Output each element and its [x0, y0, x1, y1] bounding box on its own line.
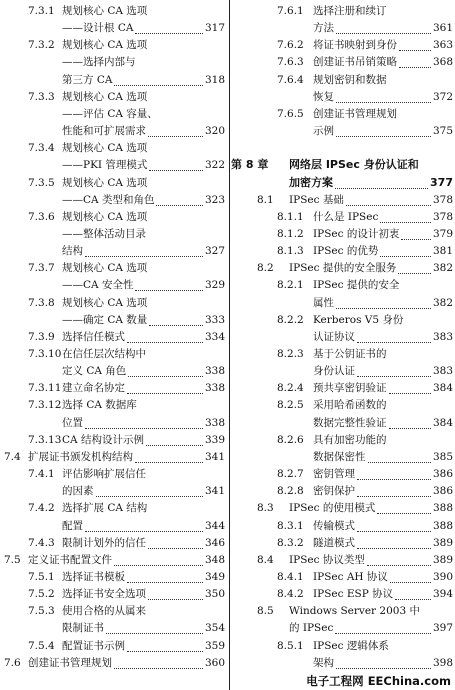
toc-entry-page: 388 — [432, 515, 453, 537]
toc-entry-title: IPSec ESP 协议 — [313, 588, 394, 601]
toc-entry-number: 7.6 — [4, 656, 21, 669]
toc-entry-title: 具有加密功能的 — [313, 433, 387, 446]
toc-entry-title: 传输模式 — [313, 519, 355, 532]
toc-entry-title: IPSec 的优势 — [313, 245, 379, 258]
toc-entry-title: 恢复 — [313, 90, 334, 103]
toc-leader-dots — [114, 69, 202, 86]
toc-entry-page: 318 — [204, 69, 225, 91]
toc-entry-title: 加密方案 — [289, 175, 333, 189]
toc-leader-dots — [336, 120, 431, 137]
toc-entry-page: 317 — [204, 17, 225, 39]
toc-entry-page: 386 — [432, 480, 453, 502]
toc-entry-title: 隧道模式 — [313, 536, 355, 549]
toc-entry-title: 建立命名协定 — [62, 382, 125, 395]
toc-entry-number: 8.2.2 — [277, 313, 304, 326]
toc-leader-dots — [135, 446, 203, 463]
toc-entry-number: 8.2.4 — [277, 382, 304, 395]
toc-leader-dots — [389, 377, 431, 394]
toc-leader-dots — [380, 206, 431, 223]
toc-leader-dots — [357, 326, 431, 343]
toc-leader-dots — [368, 446, 431, 463]
toc-leader-dots — [114, 549, 203, 566]
toc-entry-title: 定义证书配置文件 — [28, 553, 112, 566]
toc-leader-dots — [336, 292, 431, 309]
toc-leader-dots — [399, 51, 431, 68]
toc-entry-page: 327 — [204, 240, 225, 262]
toc-entry-number: 7.6.4 — [277, 73, 304, 86]
toc-leader-dots — [127, 377, 203, 394]
toc-entry-page: 363 — [432, 34, 453, 56]
toc-leader-dots — [128, 360, 203, 377]
toc-entry-number: 7.3.1 — [28, 5, 55, 17]
toc-leader-dots — [390, 566, 431, 583]
toc-leader-dots — [389, 412, 431, 429]
toc-entry-number: 8.2.1 — [277, 279, 304, 292]
toc-entry-number: 7.5.2 — [28, 588, 55, 601]
toc-entry-title: 基于公钥证书的 — [313, 348, 387, 360]
toc-entry-title: 规划密钥和数据 — [313, 73, 387, 86]
toc-entry-title: IPSec 的使用模式 — [289, 502, 376, 515]
toc-entry-page: 384 — [432, 412, 453, 434]
toc-entry-title: IPSec 基础 — [289, 193, 344, 206]
toc-entry-title: 属性 — [313, 296, 334, 309]
toc-entry-page: 398 — [432, 652, 453, 674]
toc-entry-number: 7.5 — [4, 553, 21, 566]
toc-entry-number: 7.6.1 — [277, 5, 304, 17]
toc-entry-number: 7.3.8 — [28, 296, 55, 309]
toc-entry-title: 的 IPSec — [289, 622, 334, 635]
toc-entry-title: 创建证书管理规划 — [28, 656, 112, 669]
toc-entry-number: 8.1.3 — [277, 245, 304, 258]
toc-entry-number: 7.3.4 — [28, 142, 55, 155]
toc-leader-dots — [346, 189, 431, 206]
toc-entry-page: 378 — [432, 206, 453, 228]
toc-entry-title: 什么是 IPSec — [313, 210, 379, 223]
toc-leader-dots — [85, 412, 203, 429]
toc-entry-page: 382 — [432, 292, 453, 314]
toc-leader-dots — [149, 154, 203, 171]
toc-entry-number: 7.3.7 — [28, 262, 55, 275]
toc-entry-title: IPSec AH 协议 — [313, 570, 388, 583]
toc-entry-title: 选择注册和续订 — [313, 5, 387, 17]
toc-entry-title: 将证书映射到身份 — [313, 39, 397, 52]
toc-entry-page: 368 — [432, 51, 453, 73]
toc-entry-number: 7.5.3 — [28, 605, 55, 618]
toc-entry-title: ——评估 CA 容量、 — [62, 107, 158, 120]
toc-entry-page: 379 — [432, 223, 453, 245]
toc-entry-title: ——整体活动目录 — [62, 227, 146, 240]
toc-leader-dots — [399, 34, 431, 51]
toc-entry-page: 383 — [432, 326, 453, 348]
toc-entry-number: 8.5 — [257, 605, 274, 618]
toc-entry-page: 381 — [432, 240, 453, 262]
toc-entry-page: 320 — [204, 120, 225, 142]
toc-entry-number: 第 8 章 — [231, 158, 269, 172]
toc-leader-dots — [357, 532, 431, 549]
toc-entry-title: 规划核心 CA 选项 — [62, 90, 148, 103]
toc-entry-number: 8.2 — [257, 262, 274, 275]
toc-entry-number: 7.4.2 — [28, 502, 55, 515]
toc-entry-number: 7.3.2 — [28, 39, 55, 52]
toc-entry-number: 7.3.5 — [28, 176, 55, 189]
toc-entry-title: 密钥保护 — [313, 485, 355, 498]
toc-entry-page: 361 — [432, 17, 453, 39]
toc-entry-page: 382 — [432, 257, 453, 279]
toc-leader-dots — [156, 189, 202, 206]
toc-entry-title: 规划核心 CA 选项 — [62, 176, 148, 189]
toc-entry-title: 第三方 CA — [62, 73, 113, 86]
toc-leader-dots — [336, 86, 431, 103]
toc-entry-title: Windows Server 2003 中 — [289, 605, 420, 618]
toc-entry-page: 339 — [204, 429, 225, 451]
toc-leader-dots — [367, 549, 431, 566]
toc-entry-number: 8.4.2 — [277, 588, 304, 601]
toc-entry-title: 架构 — [313, 656, 334, 669]
toc-entry-page: 385 — [432, 446, 453, 468]
toc-leader-dots — [377, 497, 431, 514]
toc-entry-number: 8.3 — [257, 502, 274, 515]
toc-entry-title: 选择扩展 CA 结构 — [62, 502, 148, 515]
toc-entry-title: ——确定 CA 数量 — [62, 313, 148, 326]
toc-entry-page: 378 — [432, 189, 453, 211]
toc-entry-page: 341 — [204, 446, 225, 468]
toc-leader-dots — [336, 652, 431, 669]
toc-leader-dots — [127, 635, 203, 652]
toc-entry-title: 创建证书管理规划 — [313, 107, 397, 120]
toc-entry-title: 规划核心 CA 选项 — [62, 142, 148, 155]
toc-entry-number: 8.3.2 — [277, 536, 304, 549]
toc-entry-number: 7.5.4 — [28, 639, 55, 652]
toc-entry-page: 350 — [204, 583, 225, 605]
toc-entry-number: 8.1 — [257, 193, 274, 206]
toc-leader-dots — [336, 17, 431, 34]
toc-entry-page: 329 — [204, 274, 225, 296]
toc-entry-title: 使用合格的从属来 — [62, 605, 146, 618]
toc-entry-title: 预共享密钥验证 — [313, 382, 387, 395]
toc-entry-title: 结构 — [62, 245, 83, 258]
toc-entry-number: 7.5.1 — [28, 570, 55, 583]
toc-entry-title: ——CA 安全性 — [62, 279, 134, 292]
toc-entry-number: 7.3.6 — [28, 210, 55, 223]
toc-leader-dots — [135, 274, 202, 291]
toc-entry-number: 8.4.1 — [277, 570, 304, 583]
toc-entry — [0, 652, 225, 674]
toc-entry-page: 338 — [204, 412, 225, 434]
toc-entry-title: 限制证书 — [62, 622, 104, 635]
toc-entry-title: 示例 — [313, 125, 334, 138]
toc-entry-page: 348 — [204, 549, 225, 571]
toc-entry-title: 在信任层次结构中 — [62, 348, 146, 360]
toc-entry-number: 8.1.1 — [277, 210, 304, 223]
toc-entry-number: 8.2.6 — [277, 433, 304, 446]
toc-entry-page: 389 — [432, 532, 453, 554]
toc-entry-page: 397 — [432, 617, 453, 639]
toc-entry-page: 346 — [204, 532, 225, 554]
toc-entry-title: 配置 — [62, 519, 83, 532]
toc-entry-title: IPSec 协议类型 — [289, 553, 365, 566]
toc-entry-page: 384 — [432, 377, 453, 399]
toc-entry-title: 身份认证 — [313, 365, 355, 378]
toc-entry-number: 7.4.3 — [28, 536, 55, 549]
toc-entry-number: 8.3.1 — [277, 519, 304, 532]
toc-entry-title: 位置 — [62, 416, 83, 429]
toc-entry-page: 390 — [432, 566, 453, 588]
toc-entry-title: IPSec 逻辑体系 — [313, 639, 389, 652]
toc-entry-number: 8.5.1 — [277, 639, 304, 652]
toc-leader-dots — [395, 583, 431, 600]
toc-entry-number: 7.3.13 — [28, 433, 62, 446]
toc-entry-title: IPSec 的设计初衷 — [313, 227, 400, 240]
toc-entry-page: 338 — [204, 377, 225, 399]
toc-leader-dots — [357, 360, 431, 377]
toc-entry-title: IPSec 提供的安全 — [313, 279, 400, 292]
column-divider — [229, 0, 230, 690]
toc-leader-dots — [148, 120, 203, 137]
toc-entry-page: 377 — [429, 172, 453, 194]
toc-entry-page: 322 — [204, 154, 225, 176]
site-watermark: 电子工程网 EEChina.com — [306, 674, 451, 688]
toc-entry-title: 方法 — [313, 22, 334, 35]
toc-entry-page: 389 — [432, 549, 453, 571]
toc-entry-number: 7.3.12 — [28, 399, 62, 412]
toc-entry-number: 7.3.9 — [28, 330, 55, 343]
toc-entry-title: 定义 CA 角色 — [62, 365, 127, 378]
toc-entry-title: 规划核心 CA 选项 — [62, 5, 148, 17]
toc-entry-number: 7.4 — [4, 450, 21, 463]
toc-leader-dots — [401, 223, 431, 240]
toc-entry-title: 规划核心 CA 选项 — [62, 262, 148, 275]
toc-entry-page: 383 — [432, 360, 453, 382]
toc-entry-number: 8.2.8 — [277, 485, 304, 498]
toc-entry-title: 限制计划外的信任 — [62, 536, 146, 549]
toc-leader-dots — [135, 17, 202, 34]
toc-entry-title: 数据完整性验证 — [313, 416, 387, 429]
toc-entry-title: 选择证书模板 — [62, 570, 125, 583]
toc-entry-title: 密钥管理 — [313, 468, 355, 481]
toc-leader-dots — [335, 617, 431, 634]
toc-entry-page: 344 — [204, 515, 225, 537]
toc-leader-dots — [148, 583, 203, 600]
toc-entry-title: 选择信任模式 — [62, 330, 125, 343]
toc-entry-page: 338 — [204, 360, 225, 382]
toc-entry-page: 360 — [204, 652, 225, 674]
toc-leader-dots — [85, 515, 203, 532]
toc-leader-dots — [127, 326, 203, 343]
toc-entry-title: 创建证书吊销策略 — [313, 56, 397, 69]
toc-leader-dots — [146, 429, 203, 446]
toc-entry-page: 386 — [432, 463, 453, 485]
toc-leader-dots — [357, 463, 431, 480]
toc-entry-title: 采用哈希函数的 — [313, 399, 387, 412]
toc-entry-title: 的因素 — [62, 485, 94, 498]
toc-entry-page: 394 — [432, 583, 453, 605]
toc-entry-title: 评估影响扩展信任 — [62, 468, 146, 481]
toc-entry-title: Kerberos V5 身份 — [313, 313, 404, 326]
toc-entry-number: 8.2.7 — [277, 468, 304, 481]
toc-entry-number: 7.4.1 — [28, 468, 55, 481]
toc-leader-dots — [335, 172, 428, 189]
toc-entry-title: 扩展证书颁发机构结构 — [28, 450, 133, 463]
toc-entry-title: 规划核心 CA 选项 — [62, 39, 148, 52]
toc-entry-number: 7.3.11 — [28, 382, 62, 395]
toc-entry-title: IPSec 提供的安全服务 — [289, 262, 397, 275]
toc-entry-page: 388 — [432, 497, 453, 519]
toc-entry-page: 375 — [432, 120, 453, 142]
toc-entry-page: 341 — [204, 480, 225, 502]
toc-entry-number: 8.2.5 — [277, 399, 304, 412]
toc-leader-dots — [96, 480, 203, 497]
toc-entry-title: 网络层 IPSec 身份认证和 — [289, 158, 419, 172]
toc-entry-title: ——CA 类型和角色 — [62, 193, 155, 206]
toc-entry-page: 323 — [204, 189, 225, 211]
toc-entry-title: ——设计根 CA — [62, 22, 134, 35]
toc-leader-dots — [380, 240, 431, 257]
toc-entry-title: 规划核心 CA 选项 — [62, 210, 148, 223]
toc-entry-title: CA 结构设计示例 — [62, 433, 144, 446]
toc-entry-page: 372 — [432, 86, 453, 108]
toc-leader-dots — [149, 309, 203, 326]
toc-entry-title: 规划核心 CA 选项 — [62, 296, 148, 309]
toc-leader-dots — [357, 515, 431, 532]
toc-leader-dots — [106, 617, 203, 634]
toc-entry-title: 配置证书示例 — [62, 639, 125, 652]
toc-entry-number: 7.6.5 — [277, 107, 304, 120]
toc-entry-page: 333 — [204, 309, 225, 331]
toc-entry-title: 数据保密性 — [313, 450, 366, 463]
toc-entry-page: 334 — [204, 326, 225, 348]
toc-entry-page: 359 — [204, 635, 225, 657]
toc-leader-dots — [357, 480, 431, 497]
toc-entry — [231, 652, 453, 674]
toc-entry-title: ——PKI 管理模式 — [62, 159, 148, 172]
toc-entry-title: 选择 CA 数据库 — [62, 399, 137, 412]
toc-leader-dots — [127, 566, 203, 583]
toc-entry-number: 7.3.3 — [28, 90, 55, 103]
toc-entry-number: 7.6.3 — [277, 56, 304, 69]
toc-entry-title: 认证协议 — [313, 330, 355, 343]
toc-entry-number: 7.6.2 — [277, 39, 304, 52]
toc-entry-number: 8.2.3 — [277, 348, 304, 360]
toc-entry-number: 8.1.2 — [277, 227, 304, 240]
toc-leader-dots — [85, 240, 203, 257]
toc-entry-title: 性能和可扩展需求 — [62, 125, 146, 138]
toc-entry-page: 349 — [204, 566, 225, 588]
toc-entry-number: 8.4 — [257, 553, 274, 566]
toc-entry-title: ——选择内部与 — [62, 56, 136, 69]
toc-leader-dots — [114, 652, 203, 669]
toc-entry-title: 选择证书安全选项 — [62, 588, 146, 601]
toc-leader-dots — [398, 257, 431, 274]
toc-entry-number: 7.3.10 — [28, 348, 62, 360]
toc-leader-dots — [148, 532, 203, 549]
toc-entry-page: 354 — [204, 617, 225, 639]
